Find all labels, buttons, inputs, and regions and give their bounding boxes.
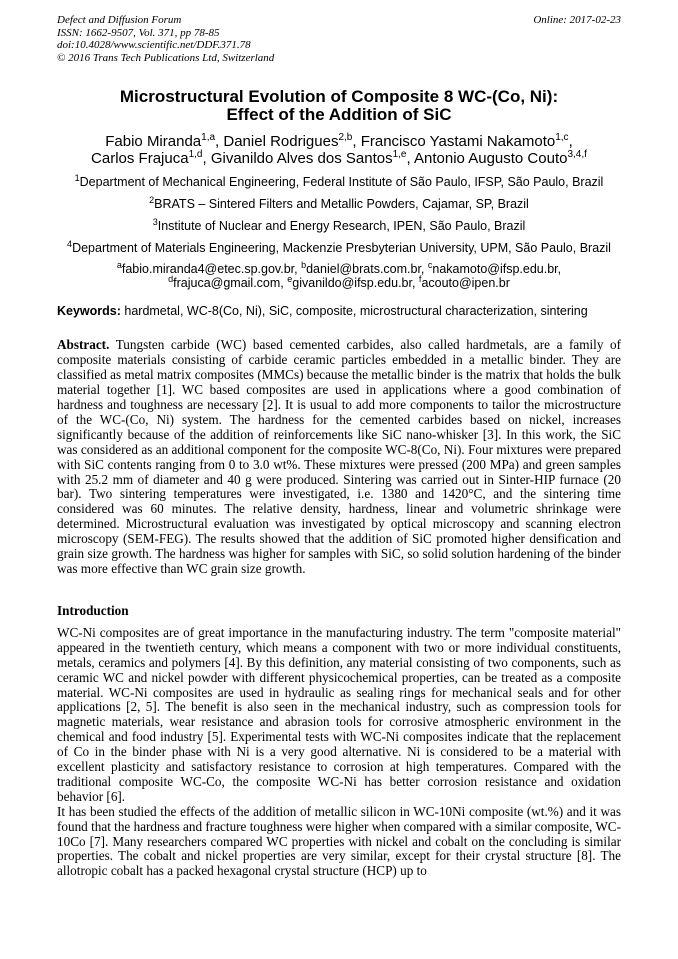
paper-title-line2: Effect of the Addition of SiC bbox=[226, 105, 452, 125]
email-line1: $^a$fabio.miranda4@etec.sp.gov.br, $^b$daniel@brats.com.br, $^c$nakamoto@ifsp.edu.br, bbox=[116, 260, 562, 277]
paper-title bbox=[57, 88, 621, 124]
copyright-line: © 2016 Trans Tech Publications Ltd, Switzerland bbox=[57, 51, 275, 64]
affiliation-3: $^3$Institute of Nuclear and Energy Research, IPEN, São Paulo, Brazil bbox=[152, 217, 526, 234]
author-line1: Fabio Miranda$^{1,a}$, Daniel Rodrigues$^{2,b}$, Francisco Yastami Nakamoto$^{1,c}$, bbox=[105, 132, 573, 151]
affiliation-4: $^4$Department of Materials Engineering, Mackenzie Presbyterian University, UPM, São Paulo, Brazil bbox=[67, 239, 611, 256]
journal-header bbox=[57, 14, 621, 64]
introduction-paragraph-2: It has been studied the effects of the addition of metallic silicon in WC-10Ni composite (wt.%) and it was found that the hardness and fracture toughness were higher when compared with a similar composite, WC-10Co [7]. Many researchers compared WC properties with nickel and cobalt on the concluding is similar properties. The cobalt and nickel properties are very similar, except for their crystal structure [8]. The allotropic cobalt has a packed hexagonal crystal structure (HCP) up to bbox=[57, 803, 621, 879]
issn-volume-line: ISSN: 1662-9507, Vol. 371, pp 78-85 bbox=[57, 26, 220, 39]
introduction-paragraph-1: WC-Ni composites are of great importance in the manufacturing industry. The term "composite material" appeared in the twentieth century, which means a component with two or more individual constituents, metals, ceramics and polymers [4]. By this definition, any material consisting of two components, such as ceramic WC and nickel powder with different physicochemical properties, can be treated as a composite material. WC-Ni composites are used in hydraulic as sealing rings for mechanical seals and for other applications [2, 5]. The benefit is also seen in the mechanical industry, such as compression tools for magnetic materials, wear resistance and abrasion tools for corrosive atmospheric environment in the chemical and food industry [5]. Experimental tests with WC-Ni composites indicate that the replacement of Co in the binder phase with Ni is a very good alternative. Ni is considered to be a material with excellent plasticity and satisfactory resistance to corrosion at high temperatures. Compared with the traditional composite WC-Co, the composite WC-Ni has better corrosion resistance and oxidation behavior [6]. bbox=[57, 624, 621, 804]
section-heading-introduction: Introduction bbox=[57, 602, 129, 618]
journal-name: Defect and Diffusion Forum bbox=[57, 14, 182, 26]
abstract-text: Tungsten carbide (WC) based cemented carbides, also called hardmetals, are a family of composite materials consisting of carbide ceramic particles embedded in a metallic binder. They are classified as metal matrix composites (MMCs) because the metallic binder is the matrix that holds the bulk material together [1]. WC based composites are used in applications where a good combination of hardness and toughness are necessary [2]. It is usual to add more components to tailor the microstructure of the WC-(Co, Ni) system. The hardness for the cemented carbides based on nickel, increases significantly because of the addition of reinforcements like SiC nano-whisker [3]. In this work, the SiC was considered as an additional component for the composite WC-8(Co, Ni). Four mixtures were prepared with SiC contents ranging from 0 to 3.0 wt%. These mixtures were pressed (200 MPa) and green samples with 25.2 mm of diameter and 40 g were produced. Sintering was carried out in Sinter-HIP furnace (20 bar). Two sintering temperatures were investigated, i.e. 1380 and 1420°C, and the sintering time considered was 60 minutes. The relative density, hardness, linear and volumetric shrinkage were determined. Microstructural evaluation was investigated by optical microscopy and scanning electron microscopy (SEM-FEG). The results showed that the addition of SiC promoted higher densification and grain size growth. The hardness was higher for samples with SiC, so solid solution hardening of the binder was more effective than WC grain size growth. bbox=[57, 337, 621, 576]
author-line2: Carlos Frajuca$^{1,d}$, Givanildo Alves dos Santos$^{1,e}$, Antonio Augusto Couto$^{3,4,f}$ bbox=[91, 149, 587, 168]
keywords-line bbox=[57, 304, 621, 318]
journal-header-left bbox=[57, 14, 274, 64]
keywords-label: Keywords: bbox=[57, 304, 121, 319]
author-emails bbox=[57, 262, 621, 290]
keywords-text: hardmetal, WC-8(Co, Ni), SiC, composite, microstructural characterization, sintering bbox=[120, 304, 588, 319]
affiliations bbox=[57, 175, 621, 255]
author-list bbox=[57, 133, 621, 167]
email-line2: $^d$frajuca@gmail.com, $^e$givanildo@ifsp.edu.br, $^f$acouto@ipen.br bbox=[168, 274, 510, 291]
online-date: Online: 2017-02-23 bbox=[533, 14, 621, 26]
doi-line: doi:10.4028/www.scientific.net/DDF.371.78 bbox=[57, 39, 251, 52]
affiliation-2: $^2$BRATS – Sintered Filters and Metallic Powders, Cajamar, SP, Brazil bbox=[149, 195, 529, 212]
abstract-label: Abstract. bbox=[57, 337, 110, 353]
paper-title-line1: Microstructural Evolution of Composite 8 WC-(Co, Ni): bbox=[119, 87, 559, 107]
abstract bbox=[57, 338, 621, 577]
affiliation-1: $^1$Department of Mechanical Engineering, Federal Institute of São Paulo, IFSP, São Paulo, Brazil bbox=[74, 173, 604, 190]
